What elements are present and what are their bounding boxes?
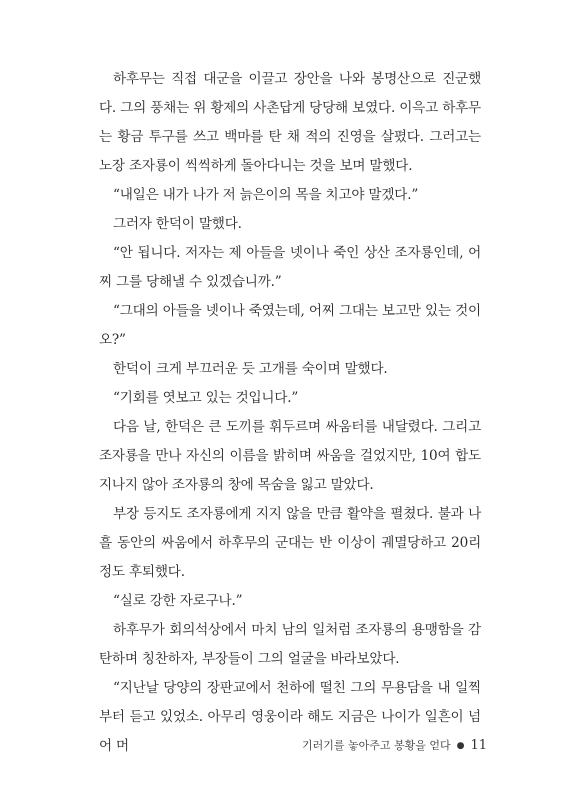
paragraph-5: “그대의 아들을 넷이나 죽였는데, 어찌 그대는 보고만 있는 것이오?” xyxy=(99,303,481,348)
separator-dot: ● xyxy=(456,741,465,751)
paragraph-6: 한덕이 크게 부끄러운 듯 고개를 숙이며 말했다. xyxy=(113,361,388,377)
paragraph-10: “실로 강한 자로구나.” xyxy=(113,593,243,609)
page-number: 11 xyxy=(470,738,487,753)
paragraph-8: 다음 날, 한덕은 큰 도끼를 휘두르며 싸움터를 내달렸다. 그리고 조자룡을 만나 자신의 이름을 밝히며 싸움을 걸었지만, 10여 합도 지나지 않아 조자룡의 창에 목숨을 잃고 말았다. xyxy=(99,419,481,493)
paragraph-9: 부장 등지도 조자룡에게 지지 않을 만큼 활약을 펼쳤다. 불과 나흘 동안의 싸움에서 하후무의 군대는 반 이상이 궤멸당하고 20리 정도 후퇴했다. xyxy=(99,506,481,580)
paragraph-11: 하후무가 회의석상에서 마치 남의 일처럼 조자룡의 용맹함을 감탄하며 칭찬하자, 부장들이 그의 얼굴을 바라보았다. xyxy=(99,622,481,667)
running-title: 기러기를 놓아주고 봉황을 얻다 xyxy=(301,739,451,752)
paragraph-7: “기회를 엿보고 있는 것입니다.” xyxy=(113,390,299,406)
paragraph-1: 하후무는 직접 대군을 이끌고 장안을 나와 봉명산으로 진군했다. 그의 풍채는 위 황제의 사촌답게 당당해 보였다. 이윽고 하후무는 황금 투구를 쓰고 백마를 탄 채 적의 진영을 살폈다. 그러고는 노장 조자룡이 씩씩하게 돌아다니는 것을 보며 말했다. xyxy=(99,71,481,174)
paragraph-4: “안 됩니다. 저자는 제 아들을 넷이나 죽인 상산 조자룡인데, 어찌 그를 당해낼 수 있겠습니까.” xyxy=(99,245,481,290)
paragraph-2: “내일은 내가 나가 저 늙은이의 목을 치고야 말겠다.” xyxy=(113,187,419,203)
paragraph-3: 그러자 한덕이 말했다. xyxy=(113,216,242,232)
page-footer xyxy=(302,737,487,753)
body-text xyxy=(99,65,481,761)
paragraph-12: “지난날 당양의 장판교에서 천하에 떨친 그의 무용담을 내 일찍부터 듣고 있었소. 아무리 영웅이라 해도 지금은 나이가 일흔이 넘어 머 xyxy=(99,680,481,754)
